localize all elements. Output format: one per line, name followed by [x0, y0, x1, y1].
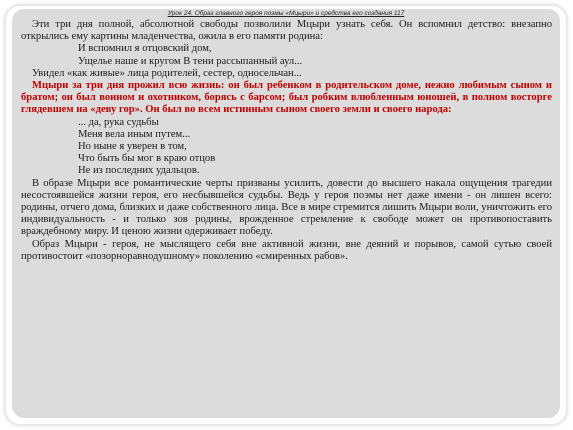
paragraph-conclusion: Образ Мцыри - героя, не мыслящего себя вне активной жизни, вне деяний и порывов, самой сутью своей противостоит «позорноравнодушному» поколению «смиренных рабов».: [21, 238, 552, 262]
verse-line: Что быть бы мог в краю отцов: [78, 153, 216, 165]
page-header: Урок 24. Образ главного героя поэмы «Мцыри» и средства его создания 117: [167, 10, 405, 17]
verse-line: ... да, рука судьбы: [78, 116, 159, 128]
paragraph-romantic-traits: В образе Мцыри все романтические черты призваны усилить, довести до высшего накала ощущения трагедии несостоявшейся жизни героя, его несбывшейся судьбы. Ведь у героя поэмы нет даже имени - он лишен всего: родины, отчего дома, близких и даже собственного лица. Все в мире стремится лишить Мцыри воли, уничтожить его индивидуальность - и только зов родины, врожденное стремление к свободе может он противопоставить враждебному миру. И ценою жизни одерживает победу.: [21, 177, 552, 238]
verse-line: Но ныне я уверен в том,: [78, 141, 187, 153]
paragraph-intro: Эти три дня полной, абсолютной свободы позволили Мцыри узнать себя. Он вспомнил детство: внезапно открылись ему картины младенчества, ожила в его памяти родина:: [21, 19, 552, 43]
paragraph-faces: Увидел «как живые» лица родителей, сестер, односельчан...: [32, 67, 302, 79]
verse-line: Меня вела иным путем...: [78, 128, 191, 140]
highlighted-paragraph: Мцыри за три дня прожил всю жизнь: он был ребенком в родительском доме, нежно любимым сыном и братом; он был воином и охотником, борясь с барсом; был робким влюбленным юношей, в полном восторге глядевшем на «деву гор». Он был во всем истинным сыном своего земли и своего народа:: [21, 80, 552, 116]
verse-line: И вспомнил я отцовский дом,: [78, 43, 212, 55]
document-page: [12, 9, 560, 418]
verse-line: Ущелье наше и кругом В тени рассыпанный аул...: [78, 55, 303, 67]
document-body: [12, 19, 560, 263]
verse-line: Не из последних удальцов.: [78, 165, 200, 177]
slide-frame: [6, 6, 566, 424]
